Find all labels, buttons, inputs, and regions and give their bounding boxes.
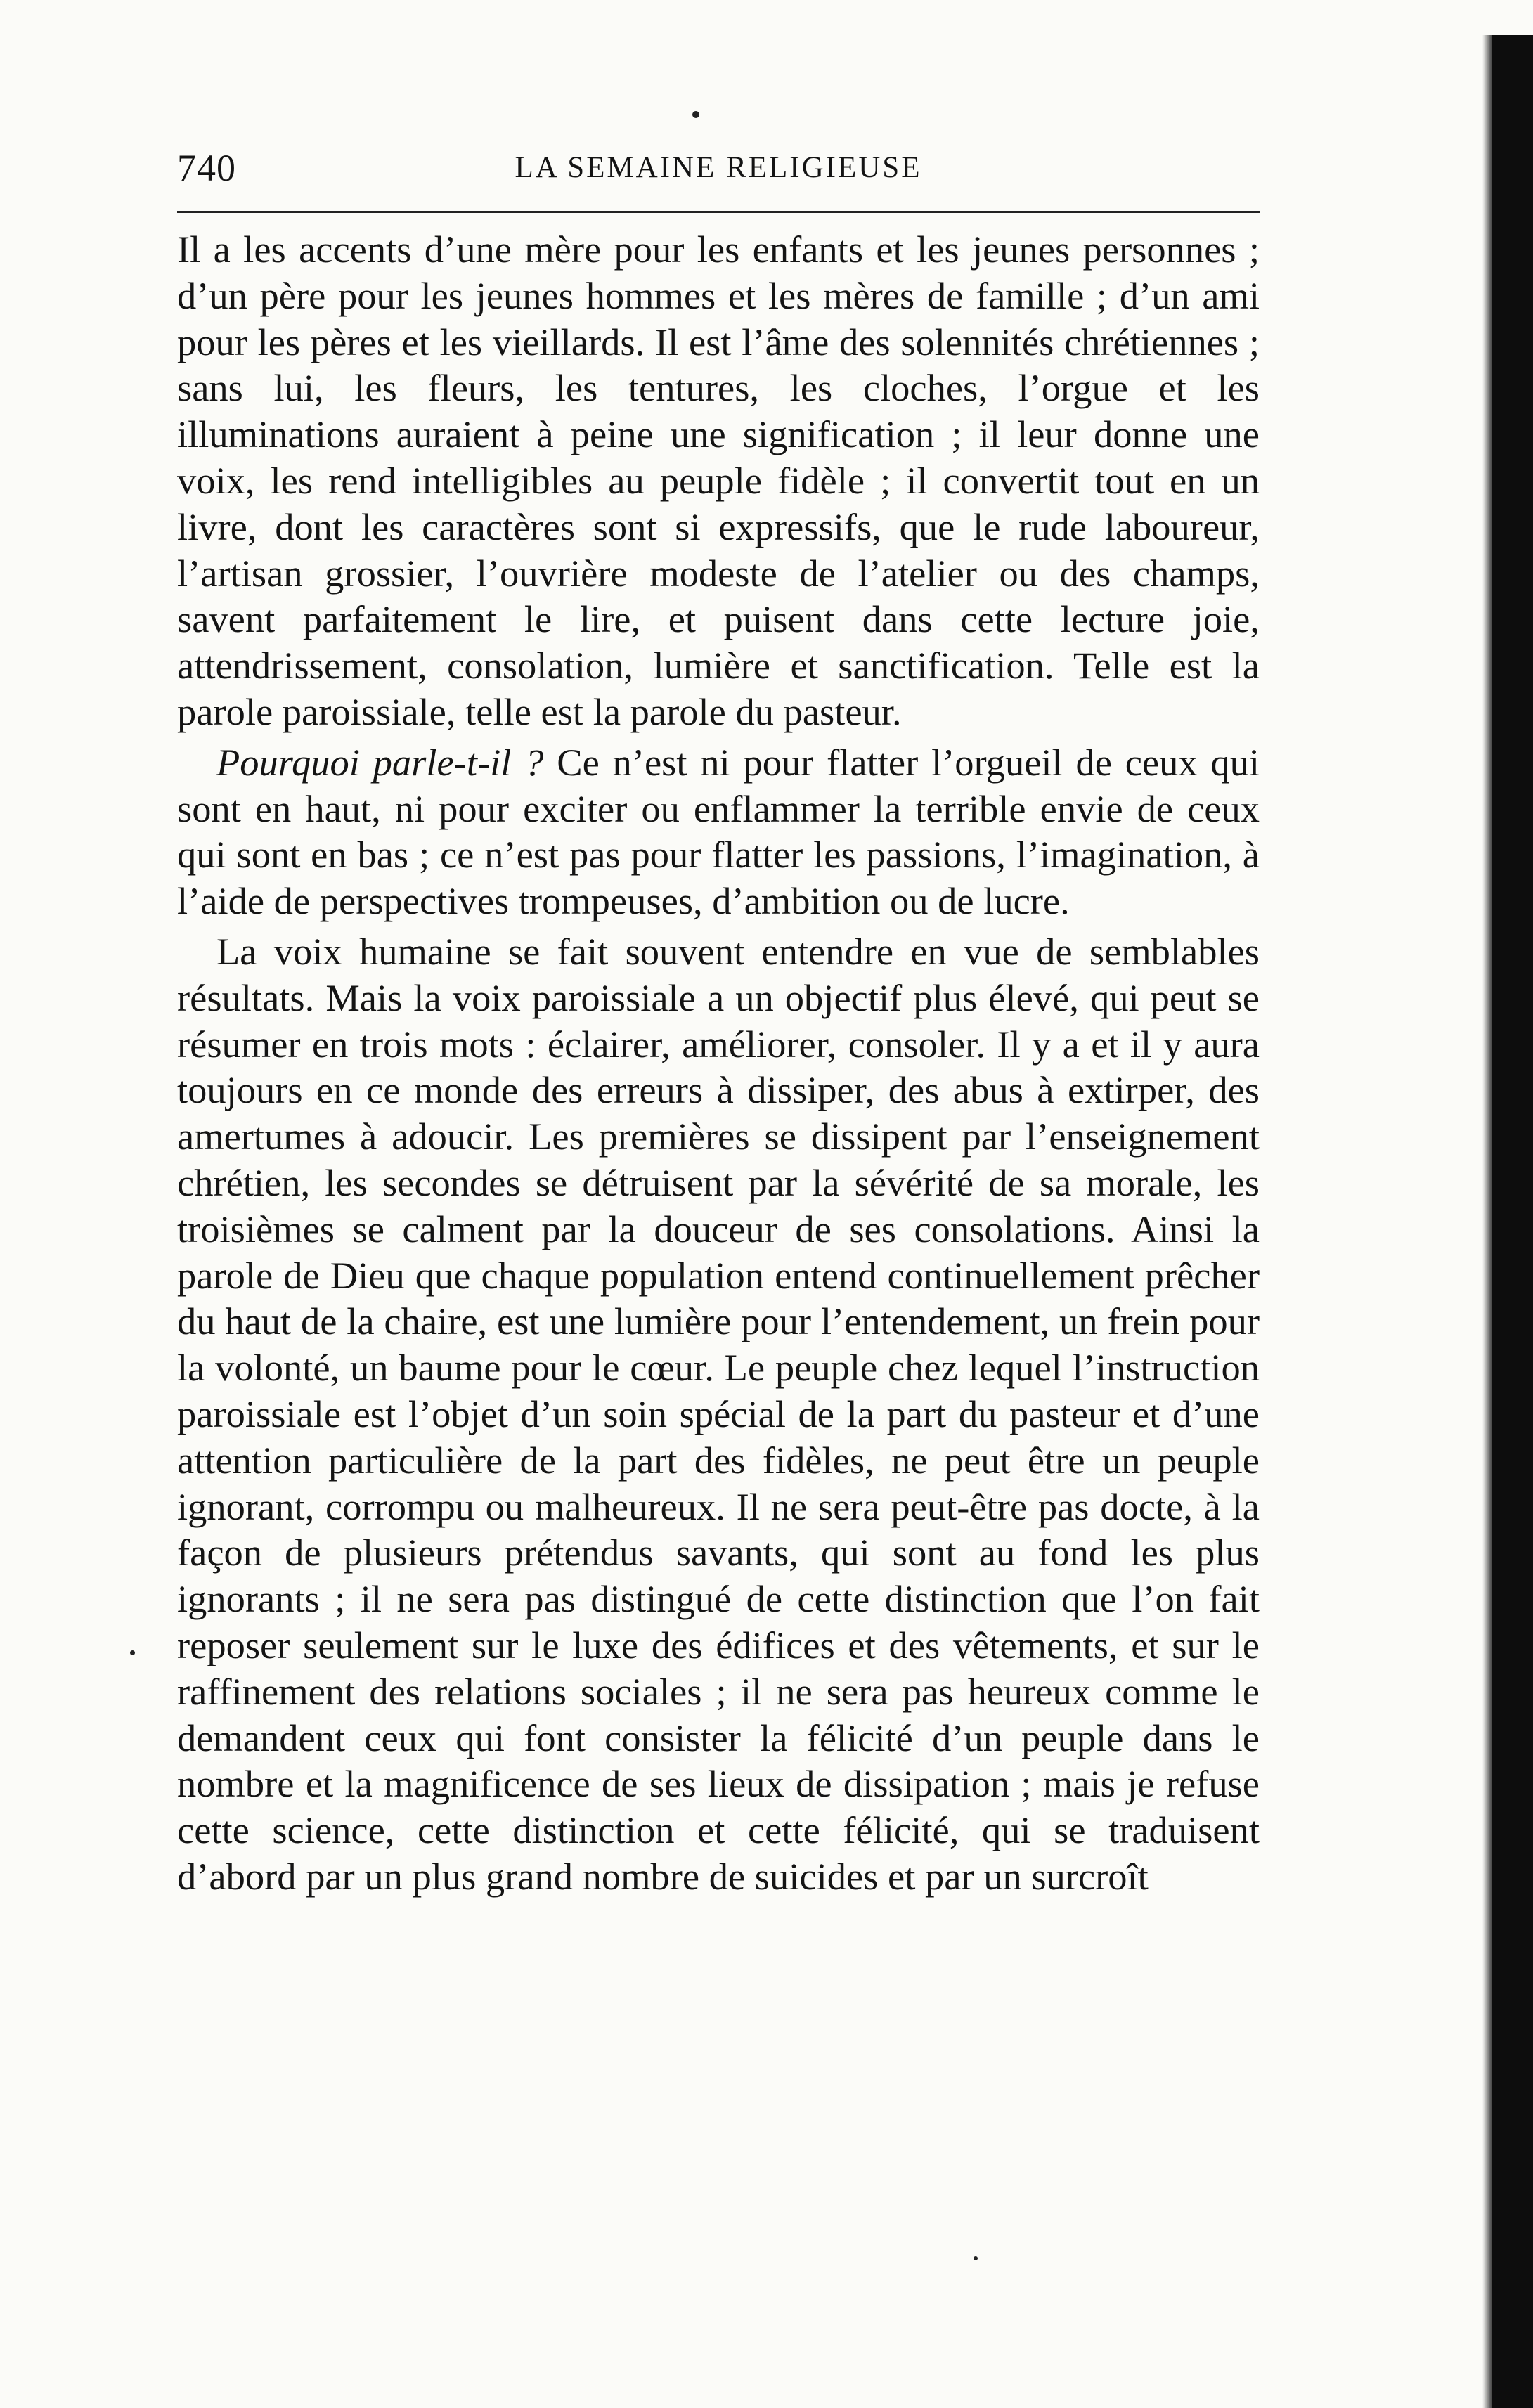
scan-speck [692, 111, 699, 118]
paragraph [177, 226, 1260, 735]
scan-binding-edge [1492, 35, 1533, 2408]
header-rule [177, 211, 1260, 213]
paragraph-text: Il a les accents d’une mère pour les enfants et les jeunes personnes ; d’un père pour les jeunes hommes et les mères de famille ; d’un ami pour les pères et les vieillards. Il est l’âme des solennités chrétiennes ; sans lui, les fleurs, les tentures, les cloches, l’orgue et les illuminations auraient à peine une signification ; il leur donne une voix, les rend intelligibles au peuple fidèle ; il convertit tout en un livre, dont les caractères sont si expressifs, que le rude laboureur, l’artisan grossier, l’ouvrière modeste de l’atelier ou des champs, savent parfaitement le lire, et puisent dans cette lecture joie, attendrissement, consolation, lumière et sanctification. Telle est la parole paroissiale, telle est la parole du pasteur. [177, 228, 1260, 733]
page-number: 740 [177, 147, 236, 189]
scan-edge-shadow [1482, 35, 1492, 2408]
running-title: LA SEMAINE RELIGIEUSE [515, 151, 922, 184]
scan-speck [974, 2256, 978, 2260]
paragraph [177, 739, 1260, 924]
paragraph-lead: Pourquoi parle-t-il ? [216, 740, 544, 784]
scan-speck [130, 1650, 135, 1655]
page-body [177, 226, 1260, 1904]
page-header [177, 146, 1260, 209]
paragraph-text: La voix humaine se fait souvent entendre en vue de semblables résultats. Mais la voix paroissiale a un objectif plus élevé, qui peut se résumer en trois mots : éclairer, améliorer, consoler. Il y a et il y aura toujours en ce monde des erreurs à dissiper, des abus à extirper, des amertumes à adoucir. Les premières se dissipent par l’enseignement chrétien, les secondes se détruisent par la sévérité de sa morale, les troisièmes se calment par la douceur de ses consolations. Ainsi la parole de Dieu que chaque population entend continuellement prêcher du haut de la chaire, est une lumière pour l’entendement, un frein pour la volonté, un baume pour le cœur. Le peuple chez lequel l’instruction paroissiale est l’objet d’un soin spécial de la part du pasteur et d’une attention particulière de la part des fidèles, ne peut être un peuple ignorant, corrompu ou malheureux. Il ne sera peut-être pas docte, à la façon de plusieurs prétendus savants, qui sont au fond les plus ignorants ; il ne sera pas distingué de cette distinction que l’on fait reposer seulement sur le luxe des édifices et des vêtements, et sur le raffinement des relations sociales ; il ne sera pas heureux comme le demandent ceux qui font consister la félicité d’un peuple dans le nombre et la magnificence de ses lieux de dissipation ; mais je refuse cette science, cette distinction et cette félicité, qui se traduisent d’abord par un plus grand nombre de suicides et par un surcroît [177, 929, 1260, 1898]
paragraph [177, 928, 1260, 1900]
paragraph-text: Ce n’est ni pour flatter l’orgueil de ceux qui sont en haut, ni pour exciter ou enflammer la terrible envie de ceux qui sont en bas ; ce n’est pas pour flatter les passions, l’imagination, à l’aide de perspectives trompeuses, d’ambition ou de lucre. [177, 740, 1260, 923]
